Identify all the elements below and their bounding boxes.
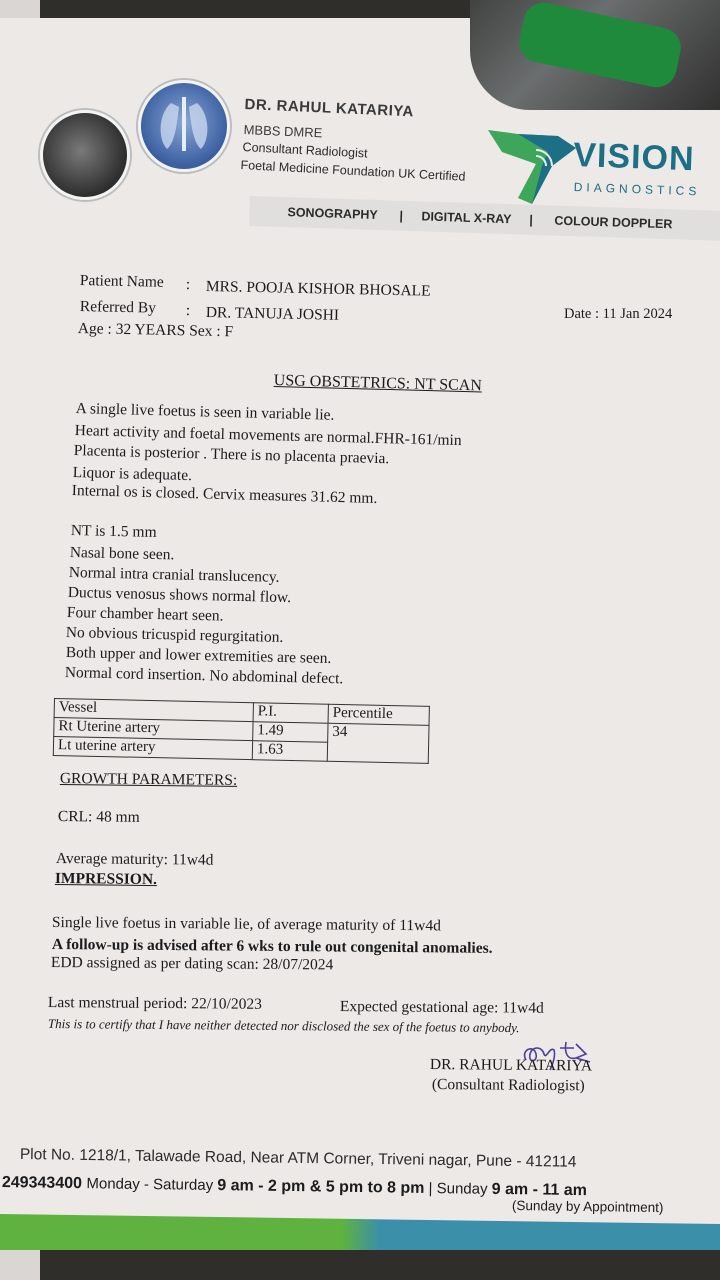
hours-sunday-label: | Sunday xyxy=(424,1179,492,1198)
hours-sunday-value: 9 am - 11 am xyxy=(491,1180,588,1200)
finding-line: Liquor is adequate. xyxy=(72,464,193,485)
report-date: Date : 11 Jan 2024 xyxy=(564,306,673,322)
xray-chest-image-icon xyxy=(138,80,230,172)
hours-weekday-label: Monday - Saturday xyxy=(86,1175,218,1195)
clinic-phone: 249343400 xyxy=(1,1174,83,1193)
growth-parameters-title: GROWTH PARAMETERS: xyxy=(59,770,238,789)
patient-age-sex: Age : 32 YEARS Sex : F xyxy=(77,320,234,341)
nt-finding-line: Normal cord insertion. No abdominal defect. xyxy=(64,664,344,688)
clinic-address: Plot No. 1218/1, Talawade Road, Near ATM Corner, Triveni nagar, Pune - 412114 xyxy=(19,1146,577,1171)
signatory-role: (Consultant Radiologist) xyxy=(431,1076,585,1095)
vision-logo-icon xyxy=(488,126,578,206)
table-cell: Lt uterine artery xyxy=(53,737,252,760)
nt-finding-line: NT is 1.5 mm xyxy=(70,522,157,541)
service-digital-xray: DIGITAL X-RAY xyxy=(421,209,512,227)
patient-name-label: Patient Name xyxy=(79,272,164,291)
impression-title: IMPRESSION. xyxy=(54,870,158,889)
report-title: USG OBSTETRICS: NT SCAN xyxy=(273,372,483,395)
clinic-contact-line xyxy=(2,1174,587,1200)
ultrasound-image-icon xyxy=(40,110,130,200)
uterine-artery-table xyxy=(52,698,429,780)
nt-finding-line: Normal intra cranial translucency. xyxy=(68,564,280,586)
sunday-appointment-note: (Sunday by Appointment) xyxy=(511,1198,664,1216)
expected-gestational-age: Expected gestational age: 11w4d xyxy=(339,998,544,1017)
impression-edd: EDD assigned as per dating scan: 28/07/2024 xyxy=(50,954,334,974)
services-bar xyxy=(249,196,720,241)
table-cell xyxy=(327,742,428,763)
doctor-role: Consultant Radiologist xyxy=(242,140,368,161)
service-divider: | xyxy=(529,212,534,227)
nt-finding-line: Four chamber heart seen. xyxy=(66,604,224,625)
nt-finding-line: Both upper and lower extremities are seen. xyxy=(65,644,332,668)
nt-finding-line: No obvious tricuspid regurgitation. xyxy=(65,624,284,646)
average-maturity: Average maturity: 11w4d xyxy=(55,850,214,869)
service-divider: | xyxy=(399,208,404,223)
sex-disclosure-certificate: This is to certify that I have neither detected nor disclosed the sex of the foetus to anybody. xyxy=(47,1016,520,1036)
finding-line: Heart activity and foetal movements are normal.FHR-161/min xyxy=(74,422,462,450)
hours-weekday-value: 9 am - 2 pm & 5 pm to 8 pm xyxy=(217,1177,425,1197)
table-cell: Rt Uterine artery xyxy=(54,718,253,741)
nt-finding-line: Ductus venosus shows normal flow. xyxy=(67,584,292,607)
brand-name: VISION xyxy=(572,136,696,179)
referred-by-value: DR. TANUJA JOSHI xyxy=(205,304,340,324)
patient-name-separator: : xyxy=(185,276,191,294)
table-cell: 1.63 xyxy=(252,741,327,762)
footer-color-stripe xyxy=(0,1214,720,1250)
table-header-cell: Vessel xyxy=(54,699,253,722)
referred-by-label: Referred By xyxy=(79,298,157,317)
impression-line: Single live foetus in variable lie, of average maturity of 11w4d xyxy=(51,914,441,935)
table-header-cell: P.I. xyxy=(253,703,328,724)
report-paper xyxy=(0,18,720,1250)
service-sonography: SONOGRAPHY xyxy=(287,205,378,223)
wrapper-packet-object xyxy=(470,0,720,110)
doctor-degrees: MBBS DMRE xyxy=(243,122,323,141)
table-cell: 34 xyxy=(328,723,429,744)
impression-followup: A follow-up is advised after 6 wks to rule out congenital anomalies. xyxy=(51,936,493,957)
service-colour-doppler: COLOUR DOPPLER xyxy=(554,213,673,232)
table-header-cell: Percentile xyxy=(328,704,429,725)
finding-line: A single live foetus is seen in variable lie. xyxy=(75,400,335,424)
brand-subtitle: DIAGNOSTICS xyxy=(573,180,701,199)
doctor-certification: Foetal Medicine Foundation UK Certified xyxy=(240,158,466,184)
last-menstrual-period: Last menstrual period: 22/10/2023 xyxy=(47,994,262,1013)
finding-line: Internal os is closed. Cervix measures 31.62 mm. xyxy=(71,482,378,507)
finding-line: Placenta is posterior . There is no placenta praevia. xyxy=(73,442,390,468)
patient-name-value: MRS. POOJA KISHOR BHOSALE xyxy=(205,278,431,300)
crl-value: CRL: 48 mm xyxy=(57,808,140,826)
nt-finding-line: Nasal bone seen. xyxy=(69,544,175,564)
signatory-name: DR. RAHUL KATARIYA xyxy=(429,1056,593,1075)
referred-by-separator: : xyxy=(185,302,191,320)
table-cell: 1.49 xyxy=(253,722,328,743)
doctor-name-header: DR. RAHUL KATARIYA xyxy=(244,96,415,121)
